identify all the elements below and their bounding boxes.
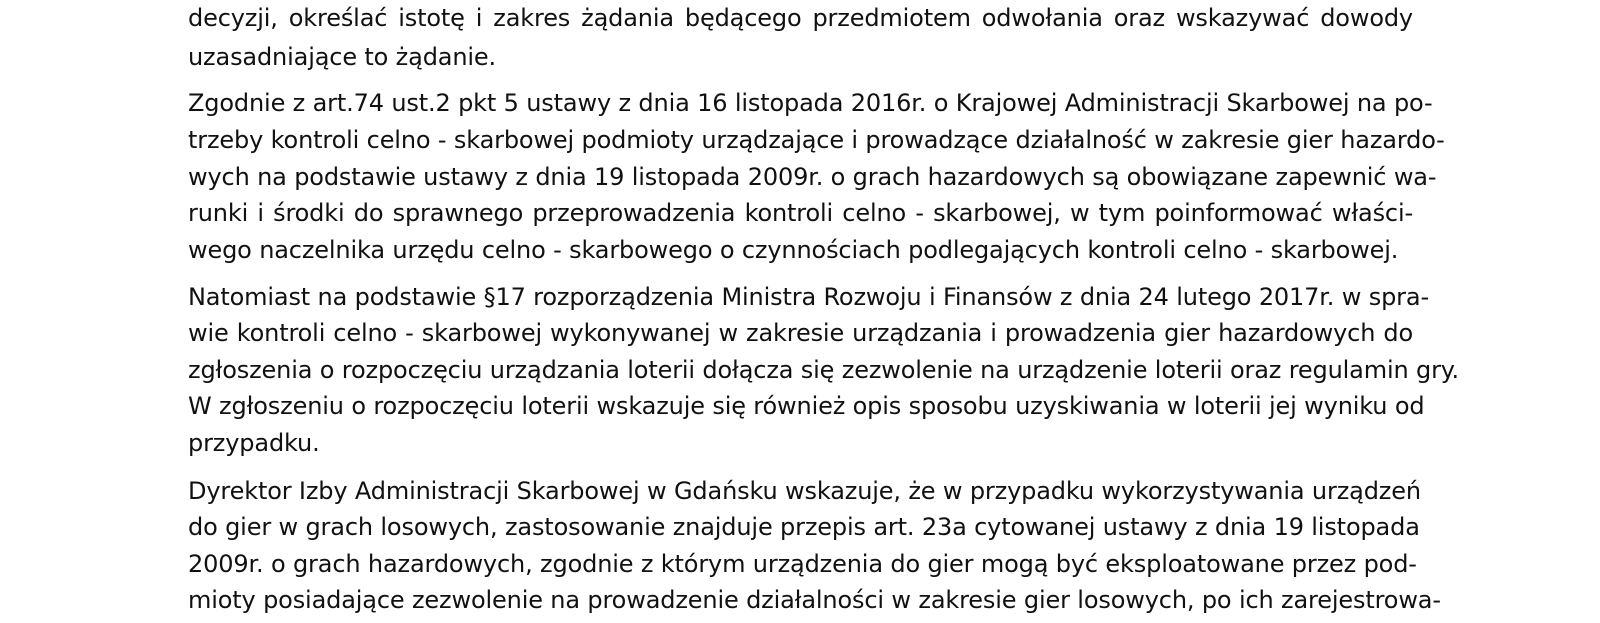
text-line: mioty posiadające zezwolenie na prowadzenie działalności w zakresie gier losowych, po ich zarejestrowa- bbox=[188, 586, 1441, 614]
text-line: trzeby kontroli celno - skarbowej podmioty urządzające i prowadzące działalność w zakresie gier hazardo- bbox=[188, 126, 1445, 154]
text-line: decyzji, określać istotę i zakres żądania będącego przedmiotem odwołania oraz wskazywać dowody bbox=[188, 4, 1413, 32]
text-line: zgłoszenia o rozpoczęciu urządzania loterii dołącza się zezwolenie na urządzenie loterii oraz regulamin gry. bbox=[188, 356, 1459, 384]
text-line: wego naczelnika urzędu celno - skarbowego o czynnościach podlegających kontroli celno - skarbowej. bbox=[188, 236, 1399, 264]
text-line: do gier w grach losowych, zastosowanie znajduje przepis art. 23a cytowanej ustawy z dnia 19 listopada bbox=[188, 513, 1420, 541]
text-line: 2009r. o grach hazardowych, zgodnie z którym urządzenia do gier mogą być eksploatowane przez pod- bbox=[188, 550, 1417, 578]
text-line: runki i środki do sprawnego przeprowadzenia kontroli celno - skarbowej, w tym poinformować właści- bbox=[188, 199, 1413, 227]
text-line: Zgodnie z art.74 ust.2 pkt 5 ustawy z dnia 16 listopada 2016r. o Krajowej Administracji Skarbowej na po- bbox=[188, 89, 1433, 117]
text-line: Dyrektor Izby Administracji Skarbowej w Gdańsku wskazuje, że w przypadku wykorzystywania urządzeń bbox=[188, 477, 1421, 505]
text-line: wych na podstawie ustawy z dnia 19 listopada 2009r. o grach hazardowych są obowiązane zapewnić wa- bbox=[188, 163, 1437, 191]
text-line: W zgłoszeniu o rozpoczęciu loterii wskazuje się również opis sposobu uzyskiwania w loterii jej wyniku od bbox=[188, 392, 1425, 420]
text-line: uzasadniające to żądanie. bbox=[188, 43, 497, 71]
text-line: wie kontroli celno - skarbowej wykonywanej w zakresie urządzania i prowadzenia gier hazardowych do bbox=[188, 319, 1413, 347]
text-line: Natomiast na podstawie §17 rozporządzenia Ministra Rozwoju i Finansów z dnia 24 lutego 2017r. w spra- bbox=[188, 283, 1429, 311]
text-line: przypadku. bbox=[188, 429, 320, 457]
